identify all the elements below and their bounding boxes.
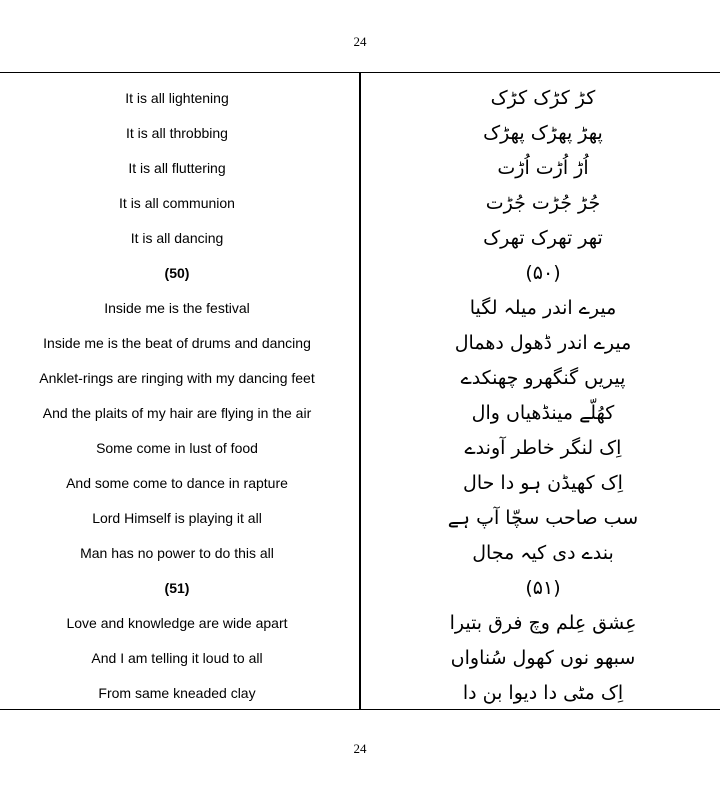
page-number-bottom: 24 — [353, 741, 367, 756]
table-row — [0, 326, 720, 361]
urdu-line: اِک مٹی دا دیوا بن دا — [462, 682, 624, 704]
urdu-line: جُڑ جُڑت جُڑت — [485, 192, 601, 214]
verse-number-urdu: (۵۱) — [525, 577, 561, 599]
table-row — [0, 606, 720, 641]
urdu-line: سب صاحب سچّا آپ ہے — [447, 507, 639, 529]
english-line: Inside me is the beat of drums and dancing — [43, 335, 311, 351]
english-line: It is all dancing — [130, 230, 224, 246]
urdu-line: عِشق عِلم وچ فرق بتیرا — [449, 612, 637, 634]
verse-number-english: (51) — [164, 580, 190, 596]
table-row — [0, 641, 720, 676]
table-row — [0, 466, 720, 501]
urdu-line: کھُلّے مینڈھیاں وال — [471, 402, 615, 424]
english-line: From same kneaded clay — [98, 685, 256, 701]
translation-table — [0, 72, 720, 710]
table-row — [0, 361, 720, 396]
urdu-line: بندے دی کیہ مجال — [472, 542, 614, 564]
verse-number-english: (50) — [164, 265, 190, 281]
translation-rows — [0, 81, 720, 711]
table-row — [0, 501, 720, 536]
table-row — [0, 81, 720, 116]
urdu-line: پھڑ پھڑک پھڑک — [483, 122, 603, 144]
table-row — [0, 151, 720, 186]
urdu-line: کڑ کڑک کڑک — [490, 87, 596, 109]
english-line: And some come to dance in rapture — [66, 475, 288, 491]
english-line: Lord Himself is playing it all — [92, 510, 262, 526]
english-line: It is all throbbing — [126, 125, 228, 141]
table-row — [0, 536, 720, 571]
english-line: It is all communion — [119, 195, 235, 211]
table-row — [0, 431, 720, 466]
english-line: Some come in lust of food — [96, 440, 258, 456]
urdu-line: پیریں گنگھرو چھنکدے — [460, 367, 626, 389]
verse-number-row — [0, 571, 720, 606]
urdu-line: اِک کھیڈن ہو دا حال — [463, 472, 623, 494]
english-line: Man has no power to do this all — [80, 545, 274, 561]
english-line: And I am telling it loud to all — [91, 650, 263, 666]
english-line: Love and knowledge are wide apart — [66, 615, 288, 631]
english-line: It is all fluttering — [128, 160, 226, 176]
verse-number-row — [0, 256, 720, 291]
verse-number-urdu: (۵۰) — [525, 262, 561, 284]
urdu-line: سبھو نوں کھول سُناواں — [450, 647, 636, 669]
table-row — [0, 676, 720, 711]
english-line: It is all lightening — [125, 90, 229, 106]
urdu-line: تھر تھرک تھرک — [483, 227, 603, 249]
page-number-top: 24 — [353, 34, 367, 49]
table-row — [0, 186, 720, 221]
table-row — [0, 396, 720, 431]
table-row — [0, 291, 720, 326]
table-row — [0, 116, 720, 151]
urdu-line: اُڑ اُڑت اُڑت — [497, 157, 589, 179]
urdu-line: اِک لنگر خاطر آوندے — [464, 437, 622, 459]
urdu-line: میرے اندر ڈھول دھمال — [454, 332, 632, 354]
english-line: Anklet-rings are ringing with my dancing feet — [39, 370, 315, 386]
table-row — [0, 221, 720, 256]
english-line: Inside me is the festival — [104, 300, 250, 316]
urdu-line: میرے اندر میلہ لگیا — [469, 297, 617, 319]
english-line: And the plaits of my hair are flying in the air — [42, 405, 312, 421]
